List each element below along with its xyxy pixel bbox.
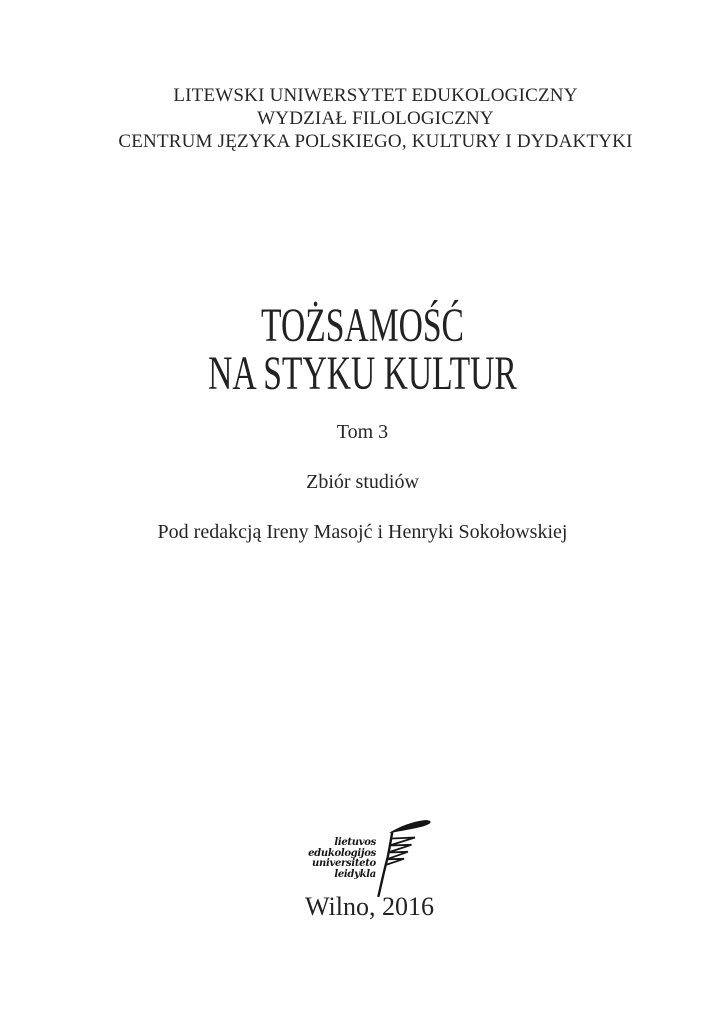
- publisher-name-line-1: lietuvos: [334, 837, 376, 848]
- publisher-name-line-4: leidykla: [334, 868, 376, 880]
- institution-line-1: LITEWSKI UNIWERSYTET EDUKOLOGICZNY: [173, 85, 578, 106]
- volume-label: Tom 3: [336, 421, 389, 443]
- book-title-line-1: TOŻSAMOŚĆ: [261, 299, 464, 352]
- book-title-line-2: NA STYKU KULTUR: [208, 347, 517, 400]
- institution-line-2: WYDZIAŁ FILOLOGICZNY: [257, 108, 494, 129]
- quill-icon: [377, 815, 435, 897]
- subtitle: Zbiór studiów: [306, 471, 419, 493]
- publisher-name-line-3: universiteto: [312, 858, 376, 869]
- publisher-logo: [9, 815, 725, 897]
- institution-line-3: CENTRUM JĘZYKA POLSKIEGO, KULTURY I DYDAKTYKI: [118, 131, 633, 152]
- institution-block: [13, 84, 725, 153]
- book-title: [0, 299, 725, 400]
- editors-line: Pod redakcją Ireny Masojć i Henryki Sokołowskiej: [157, 521, 568, 543]
- publisher-name: [308, 838, 376, 880]
- imprint-city-year: Wilno, 2016: [305, 892, 434, 921]
- publisher-name-line-2: edukologijos: [308, 847, 376, 859]
